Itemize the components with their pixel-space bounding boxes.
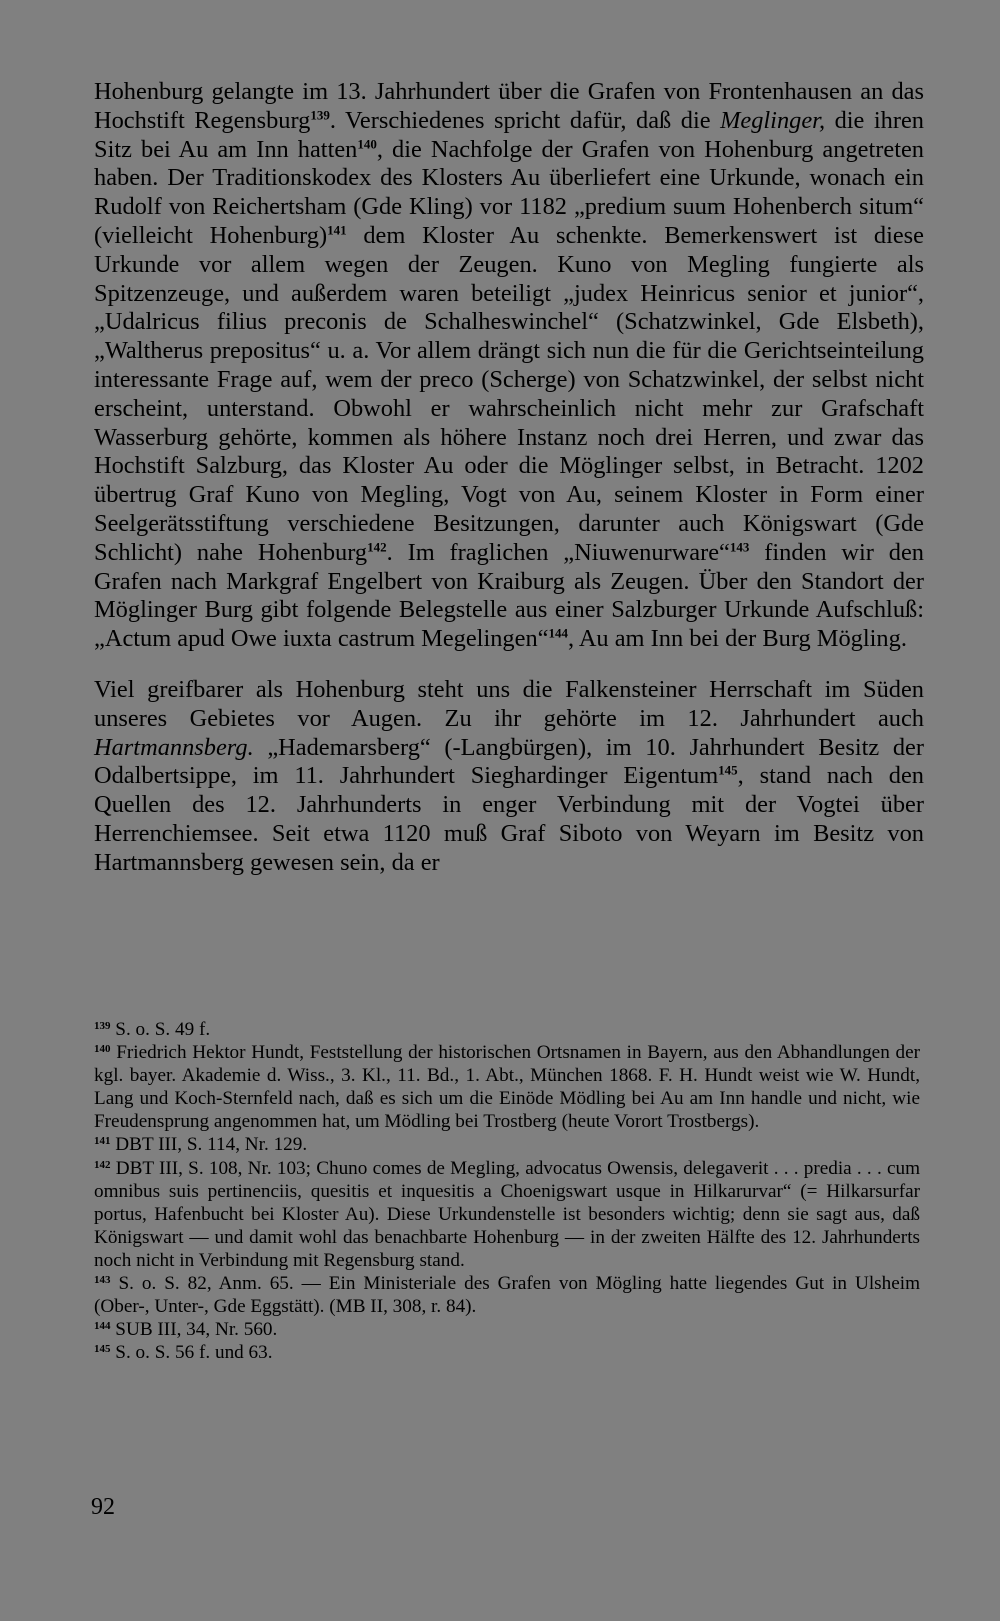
footnote-ref: 139 bbox=[310, 107, 330, 123]
text-run: Viel greifbarer als Hohenburg steht uns die Falkensteiner Herrschaft im Süden unseres Gebietes vor Augen. Zu ihr gehörte im 12. Jahrhundert auch bbox=[94, 675, 924, 732]
main-text bbox=[94, 78, 924, 878]
footnote-140 bbox=[94, 1041, 920, 1133]
text-run: Hohenburg gelangte im 13. Jahrhundert über die Grafen von Frontenhausen an das Hochstift Regensburg bbox=[94, 78, 924, 134]
text-run: , stand nach den Quellen des 12. Jahrhunderts in enger Verbindung mit der Vogtei über Herrenchiemsee. Seit etwa 1120 muß Graf Siboto von Weyarn im Besitz von Hartmannsberg gewesen sein, da er bbox=[94, 762, 924, 876]
text-run: die ihren Sitz bei Au am Inn hatten bbox=[94, 106, 924, 163]
footnote-text: S. o. S. 56 f. und 63. bbox=[115, 1342, 273, 1364]
footnote-number: 145 bbox=[94, 1343, 111, 1356]
footnote-text: Friedrich Hektor Hundt, Feststellung der historischen Ortsnamen in Bayern, aus den Abhandlungen der kgl. bayer. Akademie d. Wiss., 3. Kl., 11. Bd., 1. Abt., München 1868. F. H. Hundt weist wie W. Hundt, Lang und Koch-Sternfeld nach, daß es sich um die Einöde Mödling bei Au am Inn handle und nicht, wie Freudensprung angenommen hat, um Mödling bei Trostberg (heute Vorort Trostbergs). bbox=[94, 1042, 920, 1133]
footnote-text: SUB III, 34, Nr. 560. bbox=[115, 1319, 278, 1341]
footnote-141 bbox=[94, 1133, 920, 1156]
footnote-number: 140 bbox=[94, 1043, 111, 1056]
footnote-ref: 142 bbox=[367, 539, 387, 555]
text-run: finden wir den Grafen nach Markgraf Engelbert von Kraiburg als Zeugen. Über den Standort der Möglinger Burg gibt folgende Belegstelle aus einer Salzburger Urkunde Aufschluß: „Actum apud Owe iuxta castrum Megelingen“ bbox=[94, 538, 924, 653]
footnote-number: 139 bbox=[94, 1019, 111, 1032]
footnote-number: 144 bbox=[94, 1320, 111, 1333]
footnotes bbox=[94, 1018, 920, 1364]
page-number: 92 bbox=[91, 1494, 115, 1520]
footnote-144 bbox=[94, 1318, 920, 1341]
paragraph-falkensteiner-herrschaft bbox=[94, 676, 924, 878]
text-run: dem Kloster Au schenkte. Bemerkenswert ist diese Urkunde vor allem wegen der Zeugen. Kuno von Megling fungierte als Spitzenzeuge, und außerdem waren beteiligt „judex Heinricus senior et junior“, „Udalricus filius preconis de Schalheswinchel“ (Schatzwinkel, Gde Elsbeth), „Waltherus prepositus“ u. a. Vor allem drängt sich nun die für die Gerichtseinteilung interessante Frage auf, wem der preco (Scherge) von Schatzwinkel, der selbst nicht erscheint, unterstand. Obwohl er wahrscheinlich nicht mehr zur Grafschaft Wasserburg gehörte, kommen als höhere Instanz noch drei Herren, und zwar das Hochstift Salzburg, das Kloster Au oder die Möglinger selbst, in Betracht. 1202 übertrug Graf Kuno von Megling, Vogt von Au, seinem Kloster in Form einer Seelgerätsstiftung verschiedene Besitzungen, darunter auch Königswart (Gde Schlicht) nahe Hohenburg bbox=[94, 221, 924, 566]
footnote-142 bbox=[94, 1157, 920, 1272]
footnote-139 bbox=[94, 1018, 920, 1041]
paragraph-hohenburg-meglinger bbox=[94, 78, 924, 654]
text-run: , die Nachfolge der Grafen von Hohenburg angetreten haben. Der Traditionskodex des Klosters Au überliefert eine Urkunde, wonach ein Rudolf von Reichertsham (Gde Kling) vor 1182 „predium suum Hohenberch situm“ (vielleicht Hohenburg) bbox=[94, 135, 924, 249]
text-run: . Verschiedenes spricht dafür, daß die bbox=[329, 106, 721, 134]
footnote-ref: 143 bbox=[729, 539, 750, 555]
footnote-number: 143 bbox=[94, 1273, 111, 1286]
footnote-text: DBT III, S. 114, Nr. 129. bbox=[115, 1134, 308, 1156]
footnote-ref: 145 bbox=[718, 762, 738, 778]
text-run: , Au am Inn bei der Burg Mögling. bbox=[567, 625, 907, 653]
footnote-number: 141 bbox=[94, 1135, 111, 1148]
emphasized-name: Meglinger, bbox=[720, 106, 826, 134]
text-run: „Hademarsberg“ (-Langbürgen), im 10. Jahrhundert Besitz der Odalbertsippe, im 11. Jahrhundert Sieghardinger Eigentum bbox=[94, 733, 924, 790]
footnote-number: 142 bbox=[94, 1158, 111, 1171]
footnote-ref: 144 bbox=[548, 625, 568, 641]
footnote-145 bbox=[94, 1341, 920, 1364]
footnote-text: S. o. S. 49 f. bbox=[115, 1019, 211, 1040]
footnote-ref: 140 bbox=[357, 136, 377, 152]
text-run: . Im fraglichen „Niuwenurware“ bbox=[386, 538, 730, 566]
footnote-143 bbox=[94, 1272, 920, 1318]
emphasized-name: Hartmannsberg. bbox=[94, 733, 254, 761]
footnote-text: S. o. S. 82, Anm. 65. — Ein Ministeriale des Grafen von Mögling hatte liegendes Gut in Ulsheim (Ober-, Unter-, Gde Eggstätt). (MB II, 308, r. 84). bbox=[94, 1273, 920, 1318]
footnote-text: DBT III, S. 108, Nr. 103; Chuno comes de Megling, advocatus Owensis, delegaverit . . . predia . . . cum omnibus suis pertinenciis, quesitis et inquesitis a Choenigswart usque in Hilkarurvar“ (= Hilkarsurfar portus, Hafenbucht bei Kloster Au). Diese Urkundenstelle ist besonders wichtig; denn sie sagt aus, daß Königswart — und damit wohl das benachbarte Hohenburg — in der zweiten Hälfte des 12. Jahrhunderts noch nicht in Verbindung mit Regensburg stand. bbox=[94, 1157, 921, 1271]
footnote-ref: 141 bbox=[327, 222, 347, 238]
